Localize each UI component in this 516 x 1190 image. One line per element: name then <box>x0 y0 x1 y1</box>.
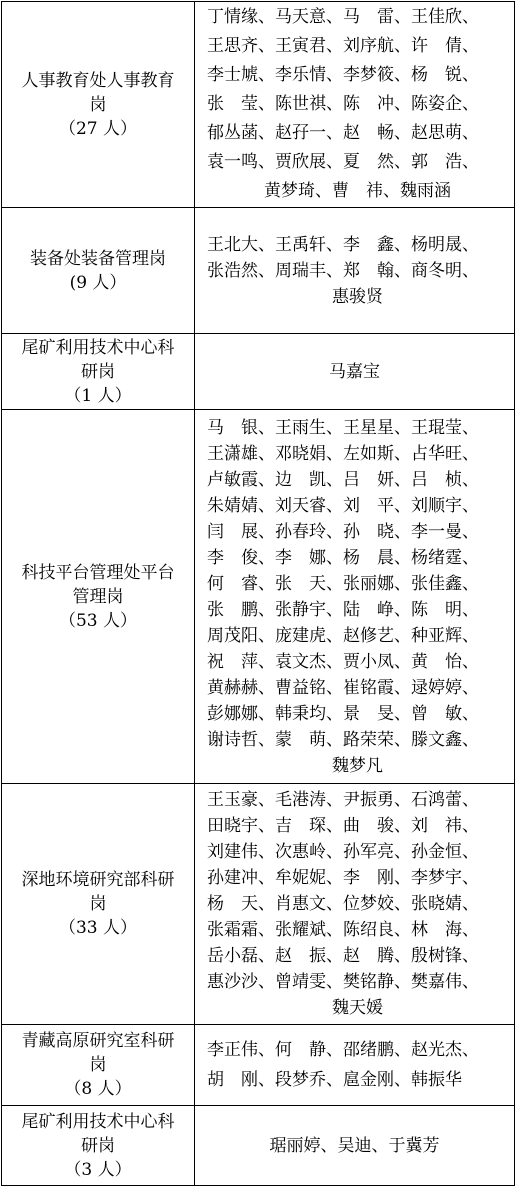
table-row <box>2 2 515 208</box>
names-cell <box>195 784 515 1025</box>
names-cell <box>195 2 515 208</box>
names-line: 岳小磊、赵 振、赵 腾、殷树锋、 <box>207 946 479 966</box>
names-cell <box>195 208 515 334</box>
category-count: （27 人） <box>58 118 138 139</box>
names-cell <box>195 1106 515 1186</box>
names-line: 魏梦凡 <box>332 755 383 776</box>
names-line: 马嘉宝 <box>329 361 380 382</box>
category-title: 深地环境研究部科研岗 <box>21 870 175 914</box>
names-line: 张浩然、周瑞丰、郑 翰、商冬明、 <box>207 260 479 281</box>
names-cell <box>195 410 515 784</box>
table-row <box>2 334 515 410</box>
names-line: 琚丽婷、吴迪、于冀芳 <box>269 1135 440 1156</box>
names-line: 黄梦琦、曹 祎、魏雨涵 <box>264 181 451 201</box>
names-line: 刘建伟、次惠岭、孙军亮、孙金恒、 <box>207 842 479 862</box>
names-line: 王玉豪、毛港涛、尹振勇、石鸿蕾、 <box>207 790 479 810</box>
names-cell <box>195 1025 515 1106</box>
category-title: 尾矿利用技术中心科研岗 <box>21 1111 175 1156</box>
category-count: (9 人） <box>69 272 127 293</box>
table-row <box>2 1106 515 1186</box>
table-row <box>2 208 515 334</box>
category-count: （53 人） <box>58 610 138 631</box>
names-line: 袁一鸣、贾欣展、夏 然、郭 浩、 <box>207 152 479 172</box>
table-row <box>2 1025 515 1106</box>
names-line: 谢诗哲、蒙 萌、路荣荣、滕文鑫、 <box>207 729 479 750</box>
names-line: 彭娜娜、韩秉均、景 旻、曾 敏、 <box>207 703 479 724</box>
names-line: 朱婧婧、刘天睿、刘 平、刘顺宇、 <box>207 495 479 516</box>
names-line: 魏天媛 <box>332 998 383 1018</box>
names-line: 李正伟、何 静、邵绪鹏、赵光杰、 <box>207 1040 479 1060</box>
names-line: 王潇雄、邓晓娟、左如斯、占华旺、 <box>207 443 479 464</box>
table-row <box>2 784 515 1025</box>
names-line: 闫 展、孙春玲、孙 晓、李一曼、 <box>207 521 479 542</box>
names-line: 王思齐、王寅君、刘序航、许 倩、 <box>207 36 479 56</box>
names-line: 李士虓、李乐情、李梦筱、杨 锐、 <box>207 65 479 85</box>
names-line: 张 鹏、张静宇、陆 峥、陈 明、 <box>207 599 479 620</box>
names-line: 王北大、王禹轩、李 鑫、杨明晟、 <box>207 234 479 255</box>
names-line: 孙建冲、牟妮妮、李 刚、李梦宇、 <box>207 868 479 888</box>
table-row <box>2 410 515 784</box>
names-line: 郁丛菡、赵孖一、赵 畅、赵思萌、 <box>207 123 479 143</box>
names-line: 李 俊、李 娜、杨 晨、杨绪霆、 <box>207 547 479 568</box>
category-title: 人事教育处人事教育岗 <box>21 70 175 115</box>
category-cell <box>2 2 195 208</box>
category-cell <box>2 784 195 1025</box>
names-line: 何 睿、张 天、张丽娜、张佳鑫、 <box>207 573 479 594</box>
names-line: 张霜霜、张耀斌、陈绍良、林 海、 <box>207 920 479 940</box>
names-line: 惠骏贤 <box>332 286 383 307</box>
names-line: 丁情缘、马天意、马 雷、王佳欣、 <box>207 7 479 27</box>
names-line: 田晓宇、吉 琛、曲 骏、刘 祎、 <box>207 816 479 836</box>
category-title: 尾矿利用技术中心科研岗 <box>21 337 175 382</box>
names-line: 胡 刚、段梦乔、扈金刚、韩振华 <box>207 1070 462 1090</box>
category-cell <box>2 1106 195 1186</box>
names-line: 黄赫赫、曹益铭、崔铭霞、逯婷婷、 <box>207 677 479 698</box>
category-count: （33 人） <box>58 918 138 938</box>
names-line: 马 银、王雨生、王星星、王琨莹、 <box>207 417 479 438</box>
names-line: 惠沙沙、曾靖雯、樊铭静、樊嘉伟、 <box>207 972 479 992</box>
names-line: 卢敏霞、边 凯、吕 妍、吕 桢、 <box>207 469 479 490</box>
names-line: 杨 天、肖惠文、位梦姣、张晓婧、 <box>207 894 479 914</box>
category-count: （3 人） <box>64 1159 132 1180</box>
category-cell <box>2 410 195 784</box>
names-line: 祝 萍、袁文杰、贾小凤、黄 怡、 <box>207 651 479 672</box>
names-line: 周茂阳、庞建虎、赵修艺、种亚辉、 <box>207 625 479 646</box>
category-title: 科技平台管理处平台管理岗 <box>21 562 175 607</box>
roster-table <box>1 1 515 1186</box>
category-count: （8 人） <box>64 1079 132 1099</box>
category-title: 装备处装备管理岗 <box>30 248 166 269</box>
category-cell <box>2 1025 195 1106</box>
names-line: 张 莹、陈世祺、陈 冲、陈姿企、 <box>207 94 479 114</box>
category-count: （1 人） <box>64 385 132 406</box>
category-cell <box>2 208 195 334</box>
names-cell <box>195 334 515 410</box>
category-title: 青藏高原研究室科研岗 <box>21 1031 175 1075</box>
category-cell <box>2 334 195 410</box>
